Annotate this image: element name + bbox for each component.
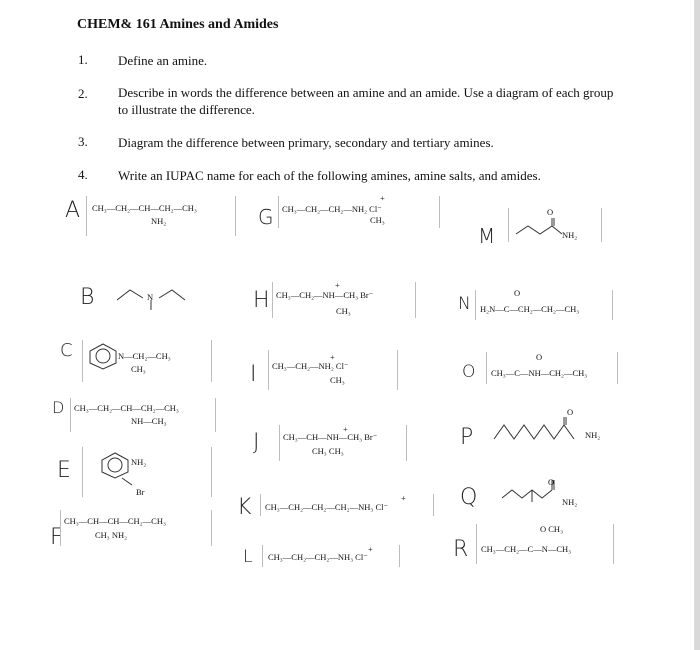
- structure-e-sub: Br: [136, 487, 145, 497]
- structure-l-charge: +: [368, 544, 373, 554]
- structure-j-main: CH₃—CH—NH—CH₃ Br⁻: [283, 432, 378, 442]
- structure-q-amine: NH₂: [562, 497, 578, 507]
- structure-f-sub: CH₃ NH₂: [95, 530, 128, 540]
- structure-g-charge: +: [380, 193, 385, 203]
- label-j: J: [253, 430, 260, 455]
- label-e: E: [57, 458, 71, 483]
- question-text: Describe in words the difference between an amine and an amide. Use a diagram of each group to illustrate the difference.: [118, 85, 614, 117]
- structure-r-top: O CH₃: [540, 524, 564, 534]
- structure-g-sub: CH₃: [370, 215, 385, 225]
- question-number: 3.: [78, 134, 88, 149]
- label-n: N: [458, 294, 471, 314]
- question-number: 1.: [78, 52, 88, 67]
- label-l: L: [243, 547, 253, 567]
- structure-o-oxygen: O: [536, 352, 543, 362]
- label-f: F: [50, 525, 63, 550]
- structure-f-main: CH₃—CH—CH—CH₂—CH₃: [64, 516, 166, 526]
- structure-n-oxygen: O: [514, 288, 521, 298]
- label-p: P: [460, 425, 474, 450]
- structure-c-sub: CH₃: [131, 364, 146, 374]
- page-edge: [694, 0, 700, 650]
- structure-d-sub: NH—CH₃: [131, 416, 167, 426]
- structure-a-sub: NH₂: [151, 216, 167, 226]
- structure-p-amine: NH₂: [585, 430, 601, 440]
- label-c: C: [60, 340, 73, 361]
- structure-i-charge: +: [330, 352, 335, 362]
- structure-r-main: CH₃—CH₂—C—N—CH₃: [481, 544, 572, 554]
- worksheet-title: CHEM& 161 Amines and Amides: [77, 17, 279, 32]
- structure-k-main: CH₃—CH₂—CH₂—CH₂—NH₃ Cl⁻: [265, 502, 388, 512]
- structure-d-main: CH₃—CH₂—CH—CH₂—CH₃: [74, 403, 179, 413]
- label-o: O: [462, 362, 476, 382]
- label-k: K: [237, 495, 252, 520]
- structure-n-main: H₂N—C—CH₂—CH₂—CH₃: [480, 304, 580, 314]
- label-g: G: [258, 205, 274, 229]
- label-h: H: [253, 288, 270, 313]
- label-d: D: [52, 398, 65, 417]
- question-number: 4.: [78, 167, 88, 182]
- structure-o-main: CH₃—C—NH—CH₂—CH₃: [491, 368, 588, 378]
- structure-a-main: CH₃—CH₂—CH—CH₂—CH₃: [92, 203, 197, 213]
- structure-c-benzene: [88, 343, 118, 369]
- label-a: A: [65, 198, 81, 223]
- structure-m-amine: NH₂: [562, 230, 578, 240]
- label-i: I: [250, 362, 257, 387]
- structure-i-main: CH₃—CH₂—NH₂ Cl⁻: [272, 361, 349, 371]
- question-text: Define an amine.: [118, 53, 208, 68]
- structure-h-sub: CH₃: [336, 306, 351, 316]
- structure-l-main: CH₃—CH₂—CH₂—NH₃ Cl⁻: [268, 552, 368, 562]
- structure-e-main: NH₂: [131, 457, 147, 467]
- structure-c-main: N—CH₂—CH₃: [118, 351, 171, 361]
- label-q: Q: [460, 485, 478, 510]
- structure-b-atom: N: [147, 292, 154, 302]
- question-text: Write an IUPAC name for each of the following amines, amine salts, and amides.: [118, 168, 541, 183]
- label-m: M: [478, 224, 496, 248]
- label-b: B: [80, 285, 95, 310]
- structure-p-oxygen: O: [567, 407, 574, 417]
- structure-k-charge: +: [401, 493, 406, 503]
- structure-h-charge: +: [335, 280, 340, 290]
- structure-j-charge: +: [343, 424, 348, 434]
- question-number: 2.: [78, 86, 88, 101]
- structure-m-oxygen: O: [547, 207, 554, 217]
- structure-g-main: CH₃—CH₂—CH₂—NH₂ Cl⁻: [282, 204, 382, 214]
- question-text: Diagram the difference between primary, secondary and tertiary amines.: [118, 135, 494, 150]
- label-r: R: [453, 537, 469, 562]
- structure-e-benzene: [100, 452, 130, 478]
- structure-b-skeleton: [115, 282, 195, 312]
- structure-i-sub: CH₃: [330, 375, 345, 385]
- structure-h-main: CH₃—CH₂—NH—CH₃ Br⁻: [276, 290, 374, 300]
- structure-j-sub: CH₃ CH₃: [312, 446, 344, 456]
- structure-q-oxygen: O: [548, 477, 555, 487]
